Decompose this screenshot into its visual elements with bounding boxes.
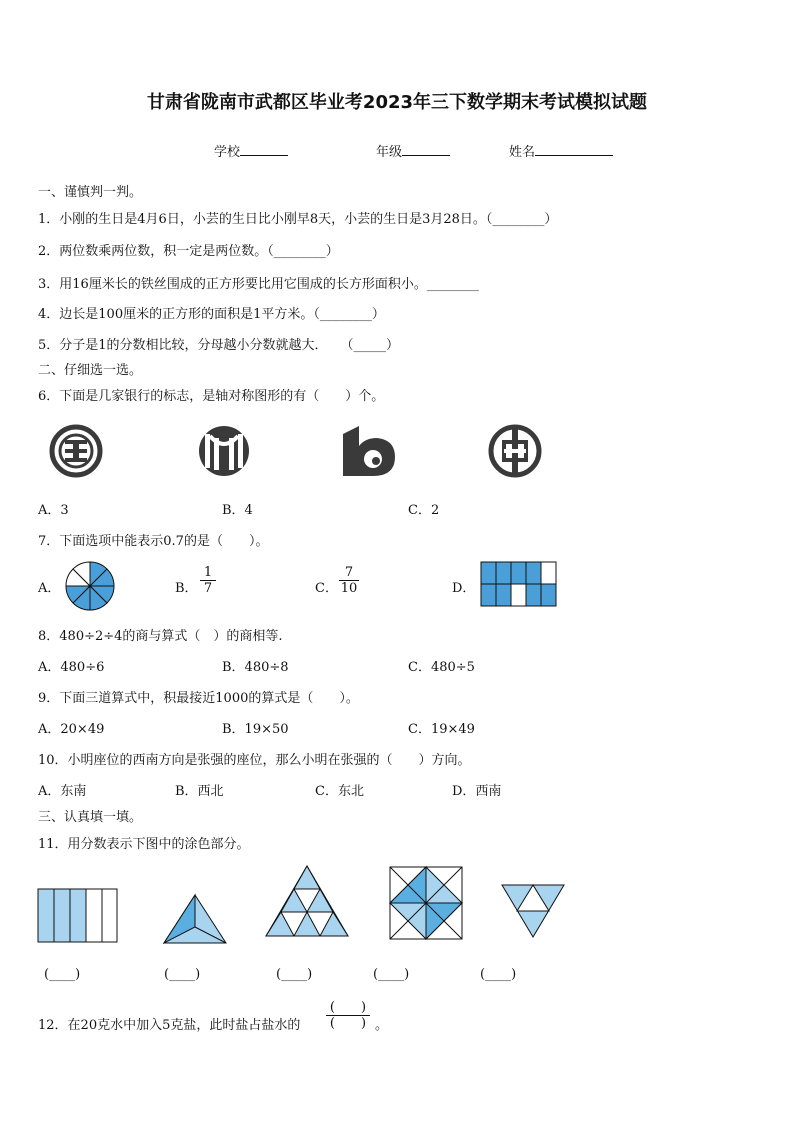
q12-period: 。 <box>375 1018 389 1033</box>
bank-logo-1-icon <box>47 424 105 478</box>
q11-figure-3-triangle-grid <box>264 864 350 938</box>
question-1: 1．小刚的生日是4月6日，小芸的生日比小刚早8天，小芸的生日是3月28日。（________） <box>38 212 558 227</box>
question-12: 12．在20克水中加入5克盐，此时盐占盐水的 <box>38 1018 301 1033</box>
question-3: 3．用16厘米长的铁丝围成的正方形要比用它围成的长方形面积小。________ <box>38 277 479 292</box>
question-8: 8．480÷2÷4的商与算式（ ）的商相等. <box>38 629 283 644</box>
q7-fraction-c <box>339 565 359 596</box>
q9-option-b: B．19×50 <box>222 722 289 737</box>
q7-option-a-label: A． <box>38 581 61 596</box>
q11-figure-2-triangle <box>162 893 228 945</box>
question-11: 11．用分数表示下图中的涂色部分。 <box>38 837 250 852</box>
school-label: 学校 <box>214 145 241 160</box>
q8-option-c: C．480÷5 <box>408 660 475 675</box>
q10-option-d: D．西南 <box>452 784 502 799</box>
question-4: 4．边长是100厘米的正方形的面积是1平方米。（________） <box>38 307 385 322</box>
q7-b-numerator: 1 <box>203 565 213 580</box>
q7-fraction-b <box>200 565 216 596</box>
q7-b-denominator: 7 <box>203 581 213 596</box>
q8-option-b: B．480÷8 <box>222 660 289 675</box>
question-6: 6．下面是几家银行的标志，是轴对称图形的有（ ）个。 <box>38 389 385 404</box>
question-2: 2．两位数乘两位数，积一定是两位数。（________） <box>38 244 339 259</box>
q12-denominator-blank: ( ) <box>329 1016 367 1031</box>
section-1-heading: 一、谨慎判一判。 <box>38 185 143 200</box>
q9-option-c: C．19×49 <box>408 722 475 737</box>
q7-pie-figure <box>64 560 116 612</box>
bank-logo-4-icon <box>487 424 543 478</box>
q6-option-a: A．3 <box>38 503 69 518</box>
q6-option-c: C．2 <box>408 503 440 518</box>
q10-option-a: A．东南 <box>38 784 87 799</box>
bank-logo-2-icon <box>196 424 252 478</box>
bank-logo-3-icon <box>339 424 397 478</box>
q8-option-a: A．480÷6 <box>38 660 105 675</box>
grade-field <box>376 141 450 160</box>
page-title: 甘肃省陇南市武都区毕业考2023年三下数学期末考试模拟试题 <box>146 92 648 113</box>
q10-option-b: B．西北 <box>175 784 224 799</box>
q7-grid-figure <box>480 561 558 607</box>
q11-blank-4: (____) <box>373 967 410 982</box>
q11-blank-3: (____) <box>276 967 313 982</box>
name-field <box>509 141 613 160</box>
q11-blank-1: (____) <box>44 967 81 982</box>
school-field <box>214 141 288 160</box>
q11-figure-5-inverted-triangle <box>500 883 566 939</box>
question-10: 10．小明座位的西南方向是张强的座位，那么小明在张强的（ ）方向。 <box>38 753 471 768</box>
q11-blank-2: (____) <box>164 967 201 982</box>
q11-blank-5: (____) <box>480 967 517 982</box>
question-5: 5．分子是1的分数相比较，分母越小分数就越大． （_____） <box>38 338 400 353</box>
q7-c-denominator: 10 <box>340 581 358 596</box>
question-7: 7．下面选项中能表示0.7的是（ ）。 <box>38 534 269 549</box>
q11-figure-1-rectangle <box>37 888 119 944</box>
section-3-heading: 三、认真填一填。 <box>38 810 143 825</box>
grade-label: 年级 <box>376 145 403 160</box>
q11-figure-4-square <box>389 866 463 940</box>
q9-option-a: A．20×49 <box>38 722 105 737</box>
q12-numerator-blank: ( ) <box>329 1000 367 1015</box>
q7-c-numerator: 7 <box>344 565 354 580</box>
q6-option-b: B．4 <box>222 503 253 518</box>
q7-option-c-label: C． <box>315 581 338 596</box>
q7-option-b-label: B． <box>175 581 198 596</box>
name-label: 姓名 <box>509 145 536 160</box>
q7-option-d-label: D． <box>452 581 476 596</box>
q10-option-c: C．东北 <box>315 784 364 799</box>
question-9: 9．下面三道算式中，积最接近1000的算式是（ ）。 <box>38 691 359 706</box>
q12-fraction-blank <box>326 1000 370 1031</box>
section-2-heading: 二、仔细选一选。 <box>38 363 143 378</box>
